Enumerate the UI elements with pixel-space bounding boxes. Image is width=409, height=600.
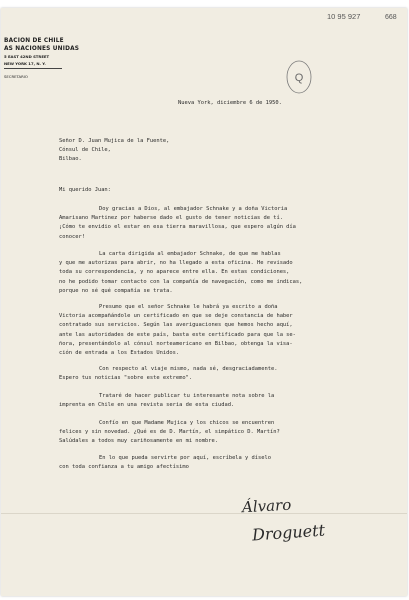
salutation: Mi querido Juan: (59, 187, 111, 193)
signature-last-name: Droguett (251, 520, 326, 545)
text-line: y que me autorizas para abrir, no ha llegado a esta oficina. He revisado (59, 260, 293, 267)
letterhead-line-1: BACION DE CHILE (4, 38, 64, 44)
folio-number: 668 (385, 14, 397, 21)
text-line: conocer! (59, 233, 85, 240)
text-line: ción de entrada a los Estados Unidos. (59, 350, 180, 357)
text-line: La carta dirigida al embajador Schnake, de que me hablas (99, 251, 281, 257)
paragraph-7 (59, 454, 379, 472)
recipient-block (59, 137, 169, 165)
text-line: Amarisano Martinez por haberse dado el gusto de tener noticias de tí. (59, 215, 283, 222)
text-line: Con respecto al viaje mismo, nada sé, desgraciadamente. (99, 366, 278, 372)
text-line: ante las autoridades de este país, basta este certificado para que la se- (59, 331, 296, 338)
letterhead-city: NEW YORK 17, N. Y. (4, 61, 46, 66)
paragraph-6 (59, 419, 379, 447)
signature-first-name: Álvaro (241, 495, 292, 517)
text-line: ñora, presentándolo al cónsul norteamericano en Bilbao, obtenga la visa- (59, 340, 293, 347)
paragraph-5 (59, 392, 379, 410)
text-line: felices y sin novedad. ¿Qué es de D. Martín, el simpático D. Martín? (59, 429, 280, 436)
fold-crease (1, 513, 407, 514)
letterhead-rule (4, 68, 62, 69)
paragraph-4 (59, 365, 379, 383)
text-line: no he podido tomar contacto con la compañía de navegación, como me indicas, (59, 278, 303, 285)
letterhead-office: SECRETARIO (4, 74, 28, 79)
paragraph-3 (59, 303, 379, 358)
text-line: con toda confianza a tu amigo afectísimo (59, 464, 189, 471)
archive-number: 10 95 927 (327, 12, 361, 21)
recipient-line: Bilbao. (59, 156, 82, 163)
text-line: Salúdales a todos muy cariñosamente en mi nombre. (59, 438, 219, 445)
circled-mark-text: Q (294, 72, 304, 84)
text-line: contratado sus servicios. Según las averiguaciones que hemos hecho aquí, (59, 322, 293, 329)
letterhead (4, 37, 79, 80)
text-line: En lo que pueda servirte por aquí, escríbela y díselo (99, 455, 272, 461)
text-line: Trataré de hacer publicar tu interesante nota sobre la (99, 393, 275, 399)
pencil-circle-mark (284, 58, 314, 96)
text-line: ¡Cómo te envidio el estar en esa tierra maravillosa, que espero algún día (59, 224, 296, 231)
text-line: Doy gracias a Dios, al embajador Schnake y a doña Victoria (99, 206, 288, 212)
paragraph-1 (59, 205, 379, 242)
text-line: imprenta en Chile en una revista seria de esta ciudad. (59, 402, 235, 409)
text-line: Presumo que el señor Schnake le habrá ya escrito a doña (99, 304, 278, 310)
paragraph-2 (59, 250, 379, 296)
recipient-line: Señor D. Juan Mujica de la Fuente, (59, 138, 170, 144)
text-line: porque no sé qué compañía se trata. (59, 287, 173, 294)
text-line: toda su correspondencia, y no aparece entre ella. En estas condiciones, (59, 269, 290, 276)
letterhead-address: 5 EAST 42ND STREET (4, 54, 50, 59)
text-line: Victoria acompañándole un certificado en que se deje constancia de haber (59, 313, 293, 320)
text-line: Confío en que Madame Mujica y los chicos se encuentren (99, 420, 275, 426)
date-line: Nueva York, diciembre 6 de 1950. (178, 100, 282, 106)
letterhead-line-2: AS NACIONES UNIDAS (4, 46, 80, 52)
recipient-line: Cónsul de Chile, (59, 147, 111, 154)
letter-page (1, 8, 407, 596)
text-line: Espero tus noticias "sobre este extremo". (59, 375, 193, 382)
